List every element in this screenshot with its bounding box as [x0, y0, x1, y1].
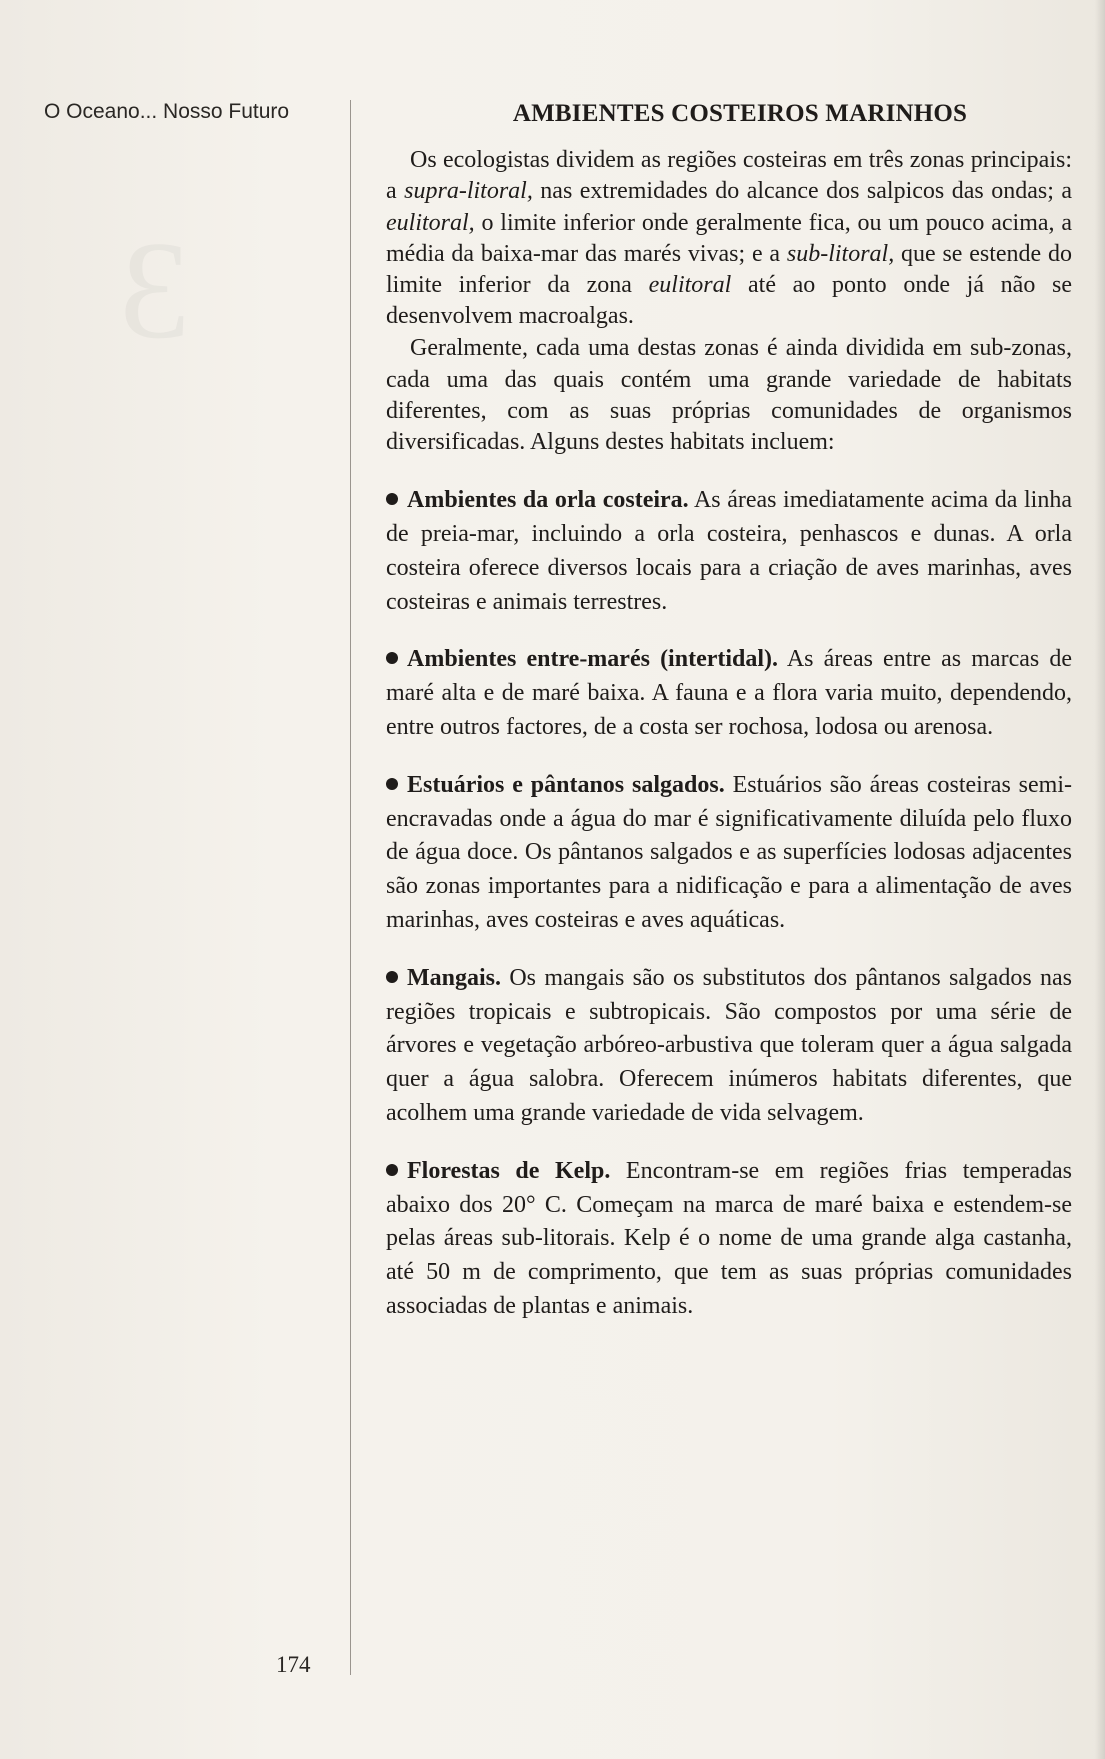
term-eulitoral-2: eulitoral: [648, 272, 732, 299]
habitat-description: As áreas entre as marcas de maré alta e de maré baixa. A fauna e a flora varia muito, dependendo, entre outros factores, de a costa ser rochosa, lodosa ou arenosa.: [386, 646, 1072, 741]
page-number: 174: [276, 1652, 311, 1677]
habitat-description: Encontram-se em regiões frias temperadas abaixo dos 20° C. Começam na marca de maré baixa e estendem-se pelas áreas sub-litorais. Kelp é o nome de uma grande alga castanha, até 50 m de comprimento, que tem as suas próprias comunidades associadas de plantas e animais.: [386, 1157, 1072, 1319]
habitat-item: [386, 769, 1072, 938]
habitat-item: [386, 1155, 1072, 1324]
article-body: [386, 98, 1072, 1324]
intro-text-3: o limite inferior onde geralmente fica, ou um pouco acima, a média da baixa-mar das marés vivas; e a: [386, 209, 1072, 267]
term-supra-litoral: supra-litoral,: [404, 178, 533, 205]
habitat-heading: Mangais.: [407, 964, 502, 991]
bullet-icon: [386, 971, 398, 983]
intro-paragraph: [386, 145, 1072, 332]
habitat-heading: Florestas de Kelp.: [407, 1157, 611, 1184]
habitat-description: Estuários são áreas costeiras semi-encravadas onde a água do mar é significativamente diluída pelo fluxo de água doce. Os pântanos salgados e as superfícies lodosas adjacentes são zonas importantes para a nidificação e para a alimentação de aves marinhas, aves costeiras e aves aquáticas.: [386, 771, 1072, 933]
habitat-heading: Ambientes da orla costeira.: [407, 487, 689, 514]
column-divider: [350, 100, 351, 1675]
habitat-description: As áreas imediatamente acima da linha de preia-mar, incluindo a orla costeira, penhascos e dunas. A orla costeira oferece diversos locais para a criação de aves marinhas, aves costeiras e animais terrestres.: [386, 487, 1072, 615]
habitat-item: [386, 962, 1072, 1131]
term-sub-litoral: sub-litoral,: [786, 240, 895, 267]
habitat-item: [386, 484, 1072, 619]
bullet-icon: [386, 778, 398, 790]
intro-text-1: Os ecologistas dividem as regiões costeiras em três zonas principais: a: [386, 147, 1072, 205]
habitat-heading: Estuários e pântanos salgados.: [407, 771, 725, 798]
running-head: O Oceano... Nosso Futuro: [44, 100, 290, 123]
bullet-icon: [386, 1164, 398, 1176]
intro-text-5: até ao ponto onde já não se desenvolvem macroalgas.: [386, 272, 1072, 330]
habitat-item: [386, 643, 1072, 744]
term-eulitoral: eulitoral,: [386, 209, 475, 236]
section-title: AMBIENTES COSTEIROS MARINHOS: [512, 100, 968, 127]
bullet-icon: [386, 493, 398, 505]
habitat-heading: Ambientes entre-marés (intertidal).: [407, 646, 779, 673]
intro-text-2: nas extremidades do alcance dos salpicos das ondas; a: [532, 178, 1072, 205]
bullet-icon: [386, 652, 398, 664]
intro-text-4: que se estende do limite inferior da zona: [386, 240, 1073, 299]
habitat-description: Os mangais são os substitutos dos pântanos salgados nas regiões tropicais e subtropicais. São compostos por uma série de árvores e vegetação arbóreo-arbustiva que toleram quer a água salgada quer a água salobra. Oferecem inúmeros habitats diferentes, que acolhem uma grande variedade de vida selvagem.: [386, 964, 1072, 1126]
show-through-bleed: 3: [120, 213, 190, 368]
intro-paragraph-2: Geralmente, cada uma destas zonas é ainda dividida em sub-zonas, cada uma das quais contém uma grande variedade de habitats diferentes, com as suas próprias comunidades de organismos diversificadas. Alguns destes habitats incluem:: [386, 335, 1072, 456]
page-edge-shadow: [1095, 0, 1105, 1759]
